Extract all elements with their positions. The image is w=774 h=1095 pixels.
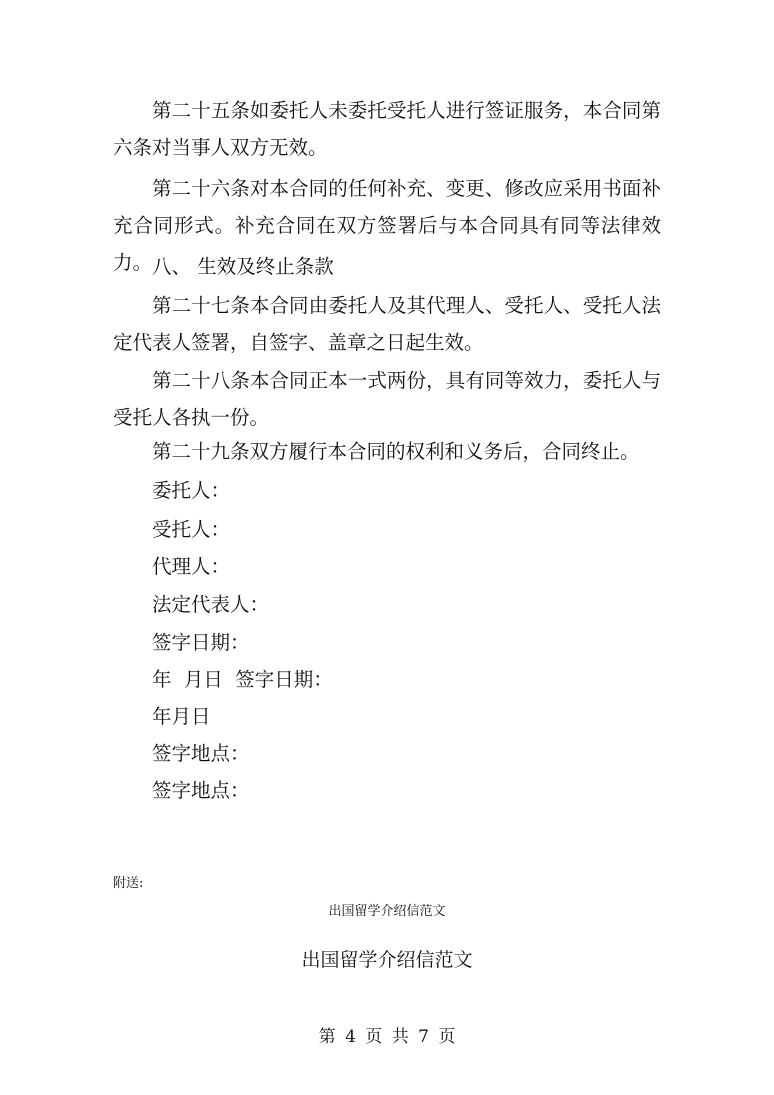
sign-place-label-2: 签字地点： [152,779,250,802]
trustee-label: 受托人： [152,518,231,541]
clause-28: 第二十八条本合同正本一式两份，具有同等效力，委托人与受托人各执一份。 [113,369,661,429]
sign-place-label-1: 签字地点： [152,742,250,765]
agent-label: 代理人： [152,555,231,578]
clause-26: 第二十六条对本合同的任何补充、变更、修改应采用书面补充合同形式。补充合同在双方签署后与本合同具有同等法律效力。 [113,177,661,274]
date-line-2: 年月日 [152,705,211,728]
attachment-title: 出国留学介绍信范文 [301,949,473,971]
attachment-small-title: 出国留学介绍信范文 [328,904,446,919]
section-heading-8: 八、 生效及终止条款 [152,255,334,278]
attachment-label: 附送: [113,876,144,891]
legal-rep-label: 法定代表人： [152,593,270,616]
principal-label: 委托人： [152,479,231,502]
date-line: 年 月日 签字日期： [152,668,333,691]
clause-25: 第二十五条如委托人未委托受托人进行签证服务，本合同第六条对当事人双方无效。 [113,99,661,159]
sign-date-label: 签字日期： [152,631,250,654]
page-number-footer: 第 4 页 共 7 页 [318,1027,456,1047]
clause-27: 第二十七条本合同由委托人及其代理人、受托人、受托人法定代表人签署，自签字、盖章之日起生效。 [113,294,661,354]
clause-29: 第二十九条双方履行本合同的权利和义务后，合同终止。 [152,440,640,463]
